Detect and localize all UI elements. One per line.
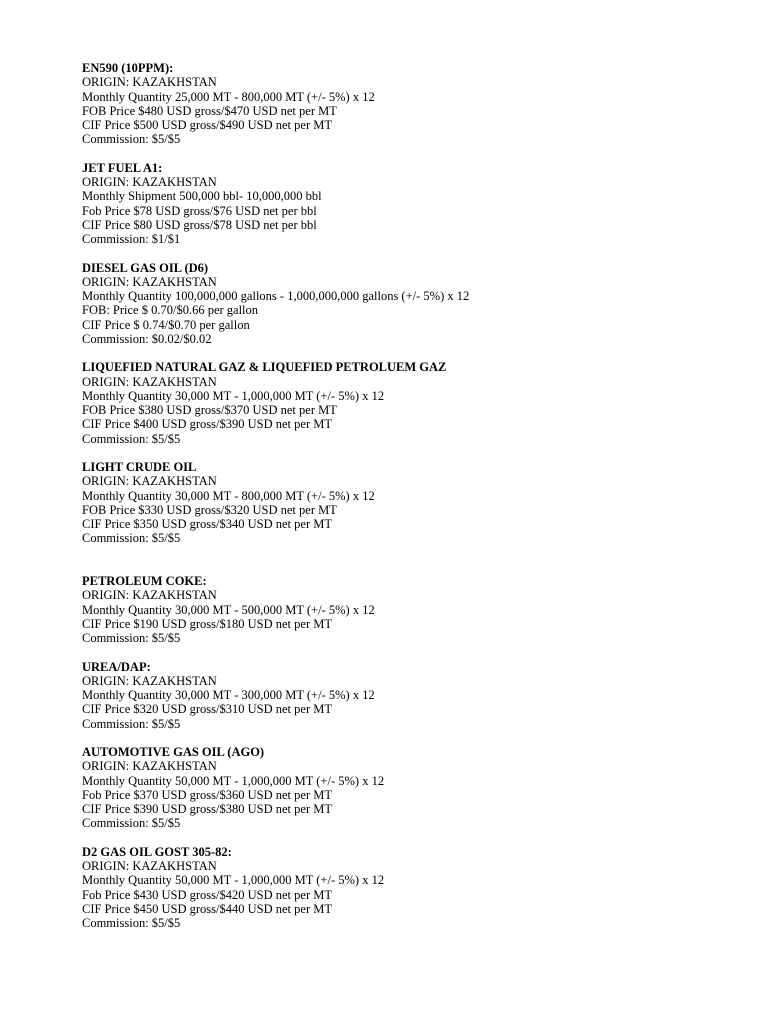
- product-quantity: Monthly Shipment 500,000 bbl- 10,000,000 bbl: [82, 189, 322, 204]
- product-commission: Commission: $0.02/$0.02: [82, 331, 212, 346]
- product-origin: ORIGIN: KAZAKHSTAN: [82, 274, 217, 289]
- spacer: [82, 831, 722, 845]
- spacer: [82, 246, 722, 260]
- product-title: AUTOMOTIVE GAS OIL (AGO): [82, 745, 265, 759]
- product-origin: ORIGIN: KAZAKHSTAN: [82, 859, 217, 873]
- product-fob-price: FOB Price $380 USD gross/$370 USD net per MT: [82, 403, 337, 417]
- product-title: D2 GAS OIL GOST 305-82:: [82, 844, 232, 859]
- product-block-urea-dap: [82, 660, 722, 731]
- product-title: LIQUEFIED NATURAL GAZ & LIQUEFIED PETROLUEM GAZ: [82, 360, 447, 375]
- product-quantity: Monthly Quantity 30,000 MT - 800,000 MT (+/- 5%) x 12: [82, 488, 375, 503]
- product-commission: Commission: $1/$1: [82, 232, 181, 246]
- product-block-diesel-gas-oil: [82, 261, 722, 347]
- product-quantity: Monthly Quantity 30,000 MT - 500,000 MT (+/- 5%) x 12: [82, 602, 375, 617]
- product-commission: Commission: $5/$5: [82, 716, 181, 731]
- product-cif-price: CIF Price $390 USD gross/$380 USD net per MT: [82, 802, 332, 816]
- product-origin: ORIGIN: KAZAKHSTAN: [82, 759, 217, 774]
- product-title: LIGHT CRUDE OIL: [82, 460, 197, 474]
- product-block-lng-lpg: [82, 360, 722, 446]
- product-title: UREA/DAP:: [82, 659, 151, 674]
- product-block-petroleum-coke: [82, 574, 722, 645]
- product-block-d2-gas-oil: [82, 845, 722, 931]
- product-quantity: Monthly Quantity 50,000 MT - 1,000,000 MT (+/- 5%) x 12: [82, 773, 385, 788]
- product-title: DIESEL GAS OIL (D6): [82, 260, 209, 275]
- product-quantity: Monthly Quantity 30,000 MT - 1,000,000 MT (+/- 5%) x 12: [82, 388, 385, 403]
- product-cif-price: CIF Price $350 USD gross/$340 USD net per MT: [82, 517, 332, 531]
- product-quantity: Monthly Quantity 25,000 MT - 800,000 MT (+/- 5%) x 12: [82, 89, 375, 104]
- product-origin: ORIGIN: KAZAKHSTAN: [82, 75, 217, 90]
- spacer: [82, 546, 722, 575]
- product-origin: ORIGIN: KAZAKHSTAN: [82, 175, 217, 189]
- product-title: JET FUEL A1:: [82, 160, 163, 175]
- product-fob-price: FOB Price $480 USD gross/$470 USD net per MT: [82, 103, 337, 118]
- product-cif-price: CIF Price $190 USD gross/$180 USD net per MT: [82, 616, 332, 631]
- product-origin: ORIGIN: KAZAKHSTAN: [82, 374, 217, 389]
- product-quantity: Monthly Quantity 30,000 MT - 300,000 MT (+/- 5%) x 12: [82, 688, 375, 702]
- spacer: [82, 147, 722, 161]
- spacer: [82, 731, 722, 745]
- spacer: [82, 346, 722, 360]
- product-block-light-crude-oil: [82, 460, 722, 546]
- spacer: [82, 446, 722, 460]
- product-commission: Commission: $5/$5: [82, 531, 181, 546]
- product-cif-price: CIF Price $ 0.74/$0.70 per gallon: [82, 317, 250, 332]
- product-quantity: Monthly Quantity 50,000 MT - 1,000,000 MT (+/- 5%) x 12: [82, 873, 385, 888]
- product-block-jet-fuel: [82, 161, 722, 247]
- product-origin: ORIGIN: KAZAKHSTAN: [82, 673, 217, 688]
- product-quantity: Monthly Quantity 100,000,000 gallons - 1,000,000,000 gallons (+/- 5%) x 12: [82, 289, 470, 303]
- product-title: EN590 (10PPM):: [82, 61, 174, 75]
- product-commission: Commission: $5/$5: [82, 631, 181, 645]
- document-page: [82, 61, 722, 930]
- product-title: PETROLEUM COKE:: [82, 574, 207, 588]
- product-cif-price: CIF Price $80 USD gross/$78 USD net per bbl: [82, 217, 317, 232]
- product-commission: Commission: $5/$5: [82, 132, 181, 147]
- product-cif-price: CIF Price $400 USD gross/$390 USD net per MT: [82, 417, 332, 432]
- product-cif-price: CIF Price $320 USD gross/$310 USD net per MT: [82, 702, 332, 717]
- product-commission: Commission: $5/$5: [82, 431, 181, 446]
- product-cif-price: CIF Price $450 USD gross/$440 USD net per MT: [82, 901, 332, 916]
- product-fob-price: Fob Price $370 USD gross/$360 USD net per MT: [82, 787, 332, 802]
- product-commission: Commission: $5/$5: [82, 916, 181, 930]
- product-fob-price: Fob Price $430 USD gross/$420 USD net per MT: [82, 887, 332, 902]
- product-fob-price: FOB Price $330 USD gross/$320 USD net per MT: [82, 502, 337, 517]
- product-fob-price: FOB: Price $ 0.70/$0.66 per gallon: [82, 303, 259, 318]
- spacer: [82, 645, 722, 659]
- product-cif-price: CIF Price $500 USD gross/$490 USD net per MT: [82, 118, 332, 132]
- product-fob-price: Fob Price $78 USD gross/$76 USD net per bbl: [82, 203, 317, 218]
- product-origin: ORIGIN: KAZAKHSTAN: [82, 474, 217, 489]
- product-origin: ORIGIN: KAZAKHSTAN: [82, 588, 217, 603]
- product-block-en590: [82, 61, 722, 147]
- product-commission: Commission: $5/$5: [82, 816, 181, 831]
- product-block-automotive-gas-oil: [82, 745, 722, 831]
